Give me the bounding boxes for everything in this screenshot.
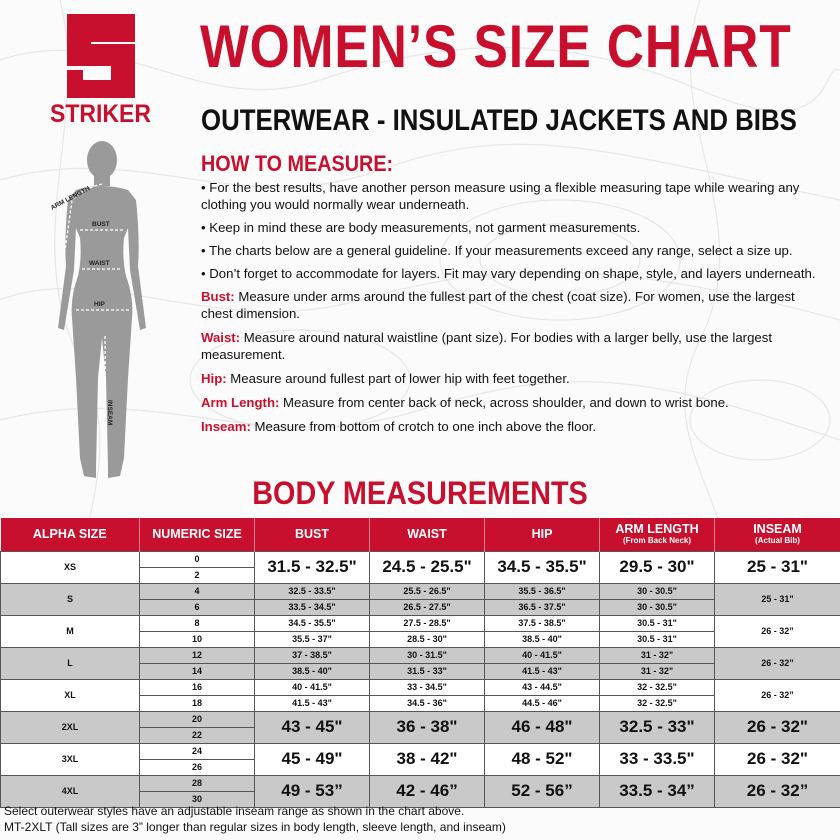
numeric-size-cell: 14	[140, 663, 255, 679]
arm-cell: 32 - 32.5"	[600, 679, 715, 695]
bust-cell: 34.5 - 35.5"	[255, 615, 370, 631]
bust-cell: 32.5 - 33.5"	[255, 583, 370, 599]
arm-cell: 30 - 30.5"	[600, 583, 715, 599]
figure-label-waist: WAIST	[89, 260, 110, 267]
header-numeric-size: NUMERIC SIZE	[140, 518, 255, 551]
inseam-cell: 26 - 32"	[715, 743, 840, 775]
hip-cell: 35.5 - 36.5"	[485, 583, 600, 599]
bust-cell: 49 - 53”	[255, 775, 370, 807]
arm-cell: 32 - 32.5"	[600, 695, 715, 711]
header-alpha-size: ALPHA SIZE	[1, 518, 140, 551]
header-inseam: INSEAM (Actual Bib)	[715, 518, 840, 551]
page-subtitle: OUTERWEAR - INSULATED JACKETS AND BIBS	[201, 104, 797, 137]
definition-bust: Bust: Measure under arms around the fullest part of the chest (coat size). For women, use the largest chest dimension.	[201, 289, 795, 321]
hip-cell: 37.5 - 38.5"	[485, 615, 600, 631]
alpha-size-cell: 2XL	[1, 711, 140, 743]
brand-wordmark: STRIKER	[50, 100, 151, 128]
numeric-size-cell: 4	[140, 583, 255, 599]
bullet-4: • Don’t forget to accommodate for layers. Fit may vary depending on shape, style, and layers underneath.	[201, 266, 816, 281]
alpha-size-cell: M	[1, 615, 140, 647]
arm-cell: 30.5 - 31"	[600, 615, 715, 631]
waist-cell: 31.5 - 33"	[370, 663, 485, 679]
waist-cell: 30 - 31.5"	[370, 647, 485, 663]
numeric-size-cell: 24	[140, 743, 255, 759]
table-row	[1, 647, 840, 663]
bust-cell: 38.5 - 40"	[255, 663, 370, 679]
waist-cell: 25.5 - 26.5"	[370, 583, 485, 599]
how-to-measure-title: HOW TO MEASURE:	[201, 151, 394, 176]
hip-cell: 43 - 44.5"	[485, 679, 600, 695]
figure-label-inseam: INSEAM	[106, 400, 113, 426]
alpha-size-cell: XL	[1, 679, 140, 711]
table-row	[1, 615, 840, 631]
numeric-size-cell: 26	[140, 759, 255, 775]
table-row	[1, 711, 840, 727]
waist-cell: 28.5 - 30"	[370, 631, 485, 647]
inseam-cell: 26 - 32"	[715, 711, 840, 743]
hip-cell: 40 - 41.5"	[485, 647, 600, 663]
body-measurements-title: BODY MEASUREMENTS	[252, 475, 588, 511]
waist-cell: 33 - 34.5"	[370, 679, 485, 695]
arm-cell: 31 - 32"	[600, 663, 715, 679]
arm-cell: 33 - 33.5"	[600, 743, 715, 775]
footnote-1: Select outerwear styles have an adjustable inseam range as shown in the chart above.	[4, 804, 465, 818]
figure-label-bust: BUST	[92, 221, 110, 228]
table-row	[1, 583, 840, 599]
hip-cell: 34.5 - 35.5"	[485, 551, 600, 583]
hip-cell: 44.5 - 46"	[485, 695, 600, 711]
figure-label-hip: HIP	[94, 301, 105, 308]
numeric-size-cell: 6	[140, 599, 255, 615]
numeric-size-cell: 20	[140, 711, 255, 727]
inseam-cell: 26 - 32”	[715, 615, 840, 647]
how-to-measure-section	[201, 151, 821, 442]
bust-cell: 43 - 45"	[255, 711, 370, 743]
alpha-size-cell: L	[1, 647, 140, 679]
arm-cell: 31 - 32"	[600, 647, 715, 663]
header-waist: WAIST	[370, 518, 485, 551]
numeric-size-cell: 22	[140, 727, 255, 743]
alpha-size-cell: S	[1, 583, 140, 615]
hip-cell: 41.5 - 43"	[485, 663, 600, 679]
definition-inseam: Inseam: Measure from bottom of crotch to one inch above the floor.	[201, 419, 597, 434]
body-figure-illustration	[36, 138, 168, 490]
alpha-size-cell: 3XL	[1, 743, 140, 775]
inseam-cell: 26 - 32”	[715, 775, 840, 807]
definition-hip: Hip: Measure around fullest part of lower hip with feet together.	[201, 371, 570, 386]
bust-cell: 33.5 - 34.5"	[255, 599, 370, 615]
footnote-2: MT-2XLT (Tall sizes are 3” longer than regular sizes in body length, sleeve length, and inseam)	[4, 820, 506, 834]
waist-cell: 36 - 38"	[370, 711, 485, 743]
arm-cell: 33.5 - 34”	[600, 775, 715, 807]
definition-arm-length: Arm Length: Measure from center back of neck, across shoulder, and down to wrist bone.	[201, 395, 729, 410]
bust-cell: 35.5 - 37"	[255, 631, 370, 647]
bust-cell: 41.5 - 43"	[255, 695, 370, 711]
alpha-size-cell: XS	[1, 551, 140, 583]
numeric-size-cell: 30	[140, 791, 255, 807]
hip-cell: 46 - 48"	[485, 711, 600, 743]
numeric-size-cell: 8	[140, 615, 255, 631]
header-bust: BUST	[255, 518, 370, 551]
bust-cell: 37 - 38.5"	[255, 647, 370, 663]
hip-cell: 52 - 56”	[485, 775, 600, 807]
waist-cell: 27.5 - 28.5"	[370, 615, 485, 631]
waist-cell: 34.5 - 36"	[370, 695, 485, 711]
definition-waist: Waist: Measure around natural waistline (pant size). For bodies with a larger belly, use the largest measurement.	[201, 330, 772, 362]
hip-cell: 36.5 - 37.5"	[485, 599, 600, 615]
table-header-row	[1, 518, 840, 551]
page-title: WOMEN’S SIZE CHART	[200, 13, 792, 80]
striker-s-logo-icon	[61, 14, 141, 98]
numeric-size-cell: 16	[140, 679, 255, 695]
table-row	[1, 551, 840, 567]
hip-cell: 38.5 - 40"	[485, 631, 600, 647]
arm-cell: 32.5 - 33"	[600, 711, 715, 743]
hip-cell: 48 - 52"	[485, 743, 600, 775]
waist-cell: 24.5 - 25.5"	[370, 551, 485, 583]
inseam-cell: 25 - 31"	[715, 583, 840, 615]
numeric-size-cell: 10	[140, 631, 255, 647]
figure-label-arm: ARM LENGTH	[49, 185, 92, 212]
waist-cell: 42 - 46”	[370, 775, 485, 807]
numeric-size-cell: 0	[140, 551, 255, 567]
arm-cell: 29.5 - 30"	[600, 551, 715, 583]
bust-cell: 40 - 41.5"	[255, 679, 370, 695]
bullet-1: • For the best results, have another person measure using a flexible measuring tape while wearing any clothing you would normally wear underneath.	[201, 180, 800, 212]
size-table	[0, 518, 840, 808]
numeric-size-cell: 12	[140, 647, 255, 663]
inseam-cell: 26 - 32”	[715, 647, 840, 679]
inseam-cell: 25 - 31"	[715, 551, 840, 583]
bust-cell: 31.5 - 32.5"	[255, 551, 370, 583]
alpha-size-cell: 4XL	[1, 775, 140, 807]
numeric-size-cell: 18	[140, 695, 255, 711]
bullet-2: • Keep in mind these are body measurements, not garment measurements.	[201, 220, 641, 235]
inseam-cell: 26 - 32”	[715, 679, 840, 711]
bullet-3: • The charts below are a general guideline. If your measurements exceed any range, select a size up.	[201, 243, 793, 258]
bust-cell: 45 - 49"	[255, 743, 370, 775]
table-row	[1, 679, 840, 695]
header-hip: HIP	[485, 518, 600, 551]
arm-cell: 30.5 - 31"	[600, 631, 715, 647]
brand-logo	[38, 14, 163, 129]
waist-cell: 26.5 - 27.5"	[370, 599, 485, 615]
footnotes	[4, 803, 506, 835]
arm-cell: 30 - 30.5"	[600, 599, 715, 615]
table-row	[1, 743, 840, 759]
header-arm-length: ARM LENGTH (From Back Neck)	[600, 518, 715, 551]
numeric-size-cell: 28	[140, 775, 255, 791]
numeric-size-cell: 2	[140, 567, 255, 583]
table-row	[1, 775, 840, 791]
waist-cell: 38 - 42"	[370, 743, 485, 775]
